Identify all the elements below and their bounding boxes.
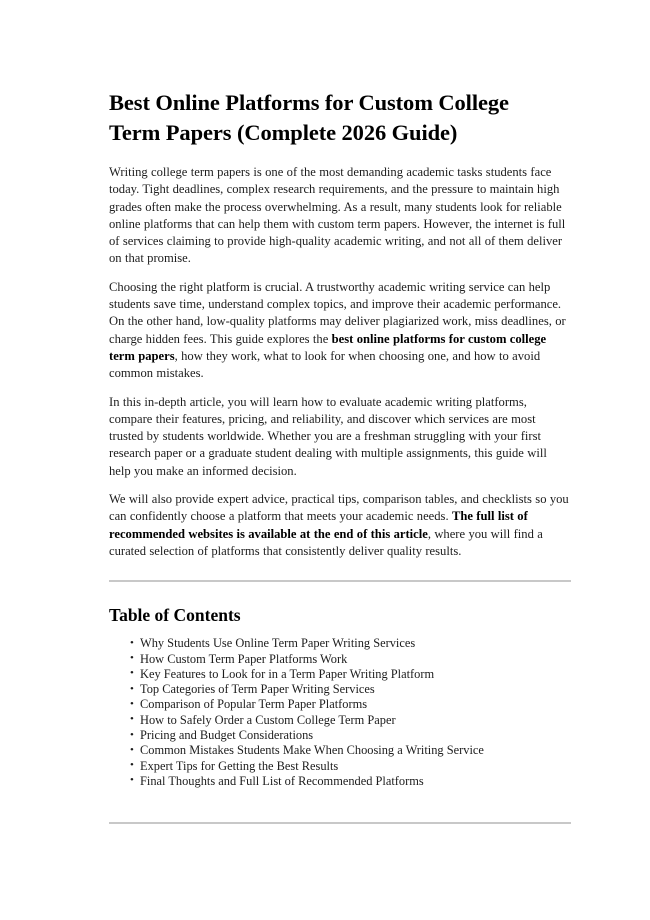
toc-item-label: How Custom Term Paper Platforms Work — [140, 651, 348, 666]
intro-paragraph-4 — [109, 491, 571, 560]
toc-item-label: Comparison of Popular Term Paper Platforms — [140, 697, 368, 712]
toc-item-label: Pricing and Budget Considerations — [140, 728, 314, 743]
list-item[interactable] — [109, 652, 571, 667]
list-item[interactable] — [109, 759, 571, 774]
emphasis-best-online-platforms: best online platforms for custom college term papers — [109, 331, 547, 363]
intro-paragraph-2 — [109, 279, 571, 383]
list-item[interactable] — [109, 636, 571, 651]
paragraph-text-tail: , where you will find a curated selection of platforms that consistently deliver quality results. — [109, 526, 543, 558]
toc-item-label: Expert Tips for Getting the Best Results — [140, 758, 339, 773]
list-item[interactable] — [109, 667, 571, 682]
section-divider-bottom — [109, 822, 571, 824]
paragraph-text-lead: Choosing the right platform is crucial. A trustworthy academic writing service can help students save time, understand complex topics, and improve their academic performance. On the other hand, low-quality platforms may deliver plagiarized work, miss deadlines, or charge hidden fees. This guide explores the — [109, 279, 566, 346]
document-content — [109, 88, 571, 789]
page-title: Best Online Platforms for Custom College Term Papers (Complete 2026 Guide) — [109, 90, 509, 145]
toc-item-label: Common Mistakes Students Make When Choosing a Writing Service — [140, 743, 484, 758]
section-divider-top — [109, 580, 571, 582]
list-item[interactable] — [109, 743, 571, 758]
list-item[interactable] — [109, 774, 571, 789]
list-item[interactable] — [109, 713, 571, 728]
table-of-contents-list — [109, 636, 571, 789]
toc-item-label: Top Categories of Term Paper Writing Services — [140, 682, 375, 697]
table-of-contents-heading: Table of Contents — [109, 605, 241, 626]
paragraph-text-lead: We will also provide expert advice, practical tips, comparison tables, and checklists so you can confidently choose a platform that meets your academic needs. — [109, 492, 569, 524]
toc-item-label: How to Safely Order a Custom College Term Paper — [140, 712, 396, 727]
paragraph-text-tail: , how they work, what to look for when choosing one, and how to avoid common mistakes. — [109, 348, 541, 381]
list-item[interactable] — [109, 728, 571, 743]
intro-paragraph-1 — [109, 164, 571, 268]
list-item[interactable] — [109, 682, 571, 697]
toc-item-label: Key Features to Look for in a Term Paper Writing Platform — [140, 666, 435, 681]
emphasis-full-list-note: The full list of recommended websites is available at the end of this article — [109, 509, 528, 541]
toc-item-label: Final Thoughts and Full List of Recommended Platforms — [140, 773, 424, 788]
toc-item-label: Why Students Use Online Term Paper Writing Services — [140, 636, 416, 651]
paragraph-text: Writing college term papers is one of the most demanding academic tasks students face today. Tight deadlines, complex research requirements, and the pressure to maintain high grades often make the process overwhelming. As a result, many students look for reliable online platforms that can help them with custom term papers. However, the internet is full of services claiming to provide high-quality academic writing, and not all of them deliver on that promise. — [109, 165, 566, 266]
intro-paragraph-3 — [109, 394, 571, 480]
paragraph-text: In this in-depth article, you will learn how to evaluate academic writing platforms, compare their features, pricing, and reliability, and discover which services are most trusted by students worldwide. Whether you are a freshman struggling with your first research paper or a graduate student dealing with multiple assignments, this guide will help you make an informed decision. — [109, 394, 547, 478]
list-item[interactable] — [109, 697, 571, 712]
